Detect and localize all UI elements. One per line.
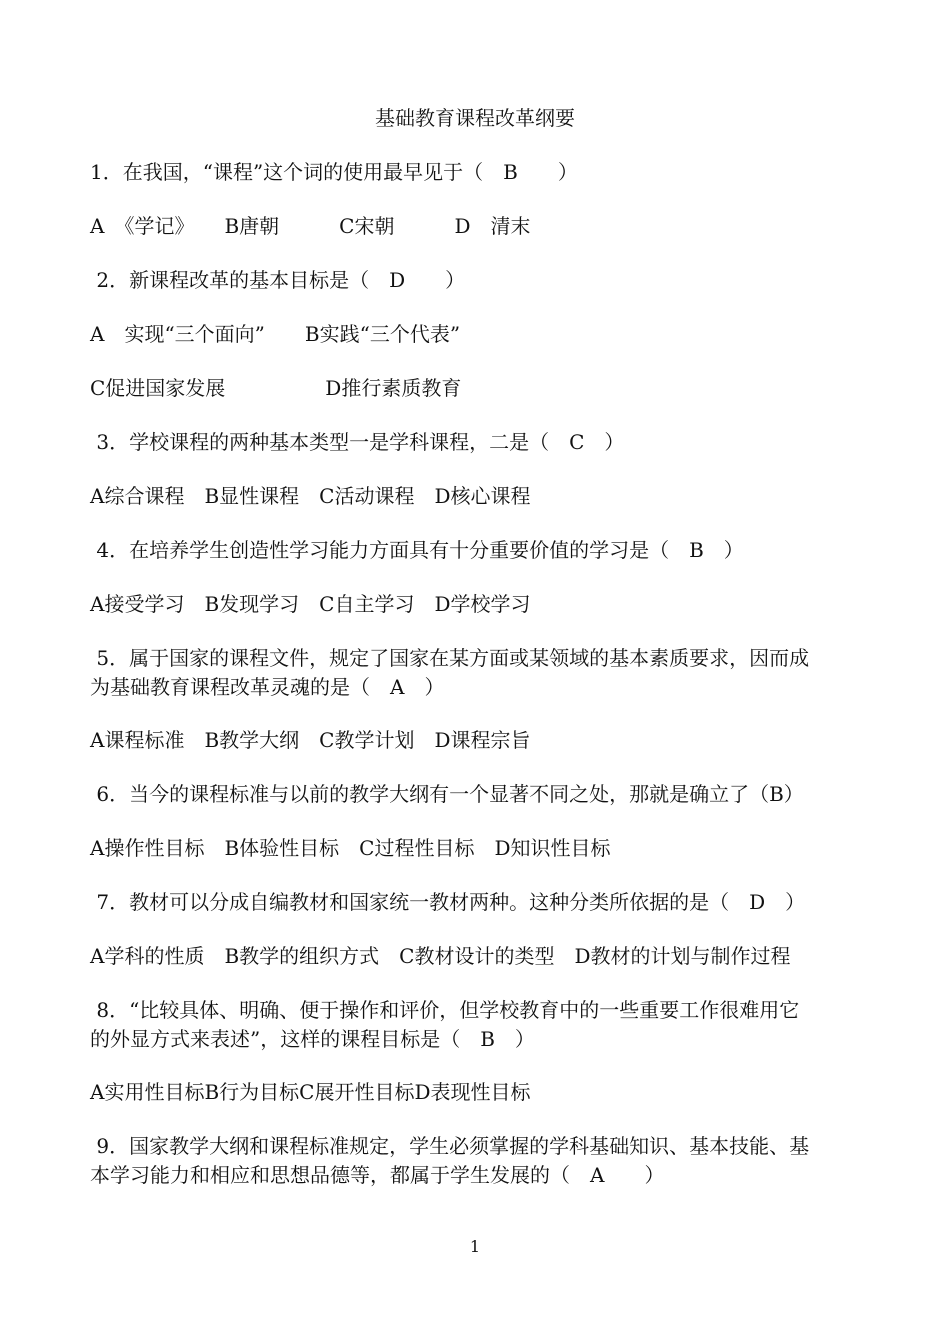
question-2-options-ab: A 实现“三个面向” B实践“三个代表”	[90, 322, 461, 346]
question-5: 5．属于国家的课程文件，规定了国家在某方面或某领域的基本素质要求，因而成	[90, 646, 810, 670]
document-title: 基础教育课程改革纲要	[375, 106, 575, 130]
question-4-options: A接受学习 B发现学习 C自主学习 D学校学习	[90, 592, 531, 616]
question-4: 4．在培养学生创造性学习能力方面具有十分重要价值的学习是（ B ）	[90, 538, 744, 562]
question-6-options: A操作性目标 B体验性目标 C过程性目标 D知识性目标	[90, 836, 611, 860]
question-5-continued: 为基础教育课程改革灵魂的是（ A ）	[90, 675, 445, 699]
question-9: 9．国家教学大纲和课程标准规定，学生必须掌握的学科基础知识、基本技能、基	[90, 1134, 810, 1158]
question-8-continued: 的外显方式来表述”，这样的课程目标是（ B ）	[90, 1027, 535, 1051]
question-9-continued: 本学习能力和相应和思想品德等，都属于学生发展的（ A ）	[90, 1163, 665, 1187]
question-1-options: A 《学记》 B唐朝 C宋朝 D 清末	[90, 214, 531, 238]
question-3: 3．学校课程的两种基本类型一是学科课程，二是（ C ）	[90, 430, 625, 454]
question-7: 7．教材可以分成自编教材和国家统一教材两种。这种分类所依据的是（ D ）	[90, 890, 806, 914]
question-8-options: A实用性目标B行为目标C展开性目标D表现性目标	[90, 1080, 531, 1104]
question-7-options: A学科的性质 B教学的组织方式 C教材设计的类型 D教材的计划与制作过程	[90, 944, 791, 968]
page-number: 1	[469, 1237, 481, 1256]
question-5-options: A课程标准 B教学大纲 C教学计划 D课程宗旨	[90, 728, 531, 752]
question-8: 8．“比较具体、明确、便于操作和评价，但学校教育中的一些重要工作很难用它	[90, 998, 800, 1022]
question-1: 1．在我国，“课程”这个词的使用最早见于（ B ）	[90, 160, 578, 184]
question-6: 6．当今的课程标准与以前的教学大纲有一个显著不同之处，那就是确立了（B）	[90, 782, 804, 806]
question-2-options-cd: C促进国家发展 D推行素质教育	[90, 376, 462, 400]
question-2: 2．新课程改革的基本目标是（ D ）	[90, 268, 466, 292]
question-3-options: A综合课程 B显性课程 C活动课程 D核心课程	[90, 484, 531, 508]
